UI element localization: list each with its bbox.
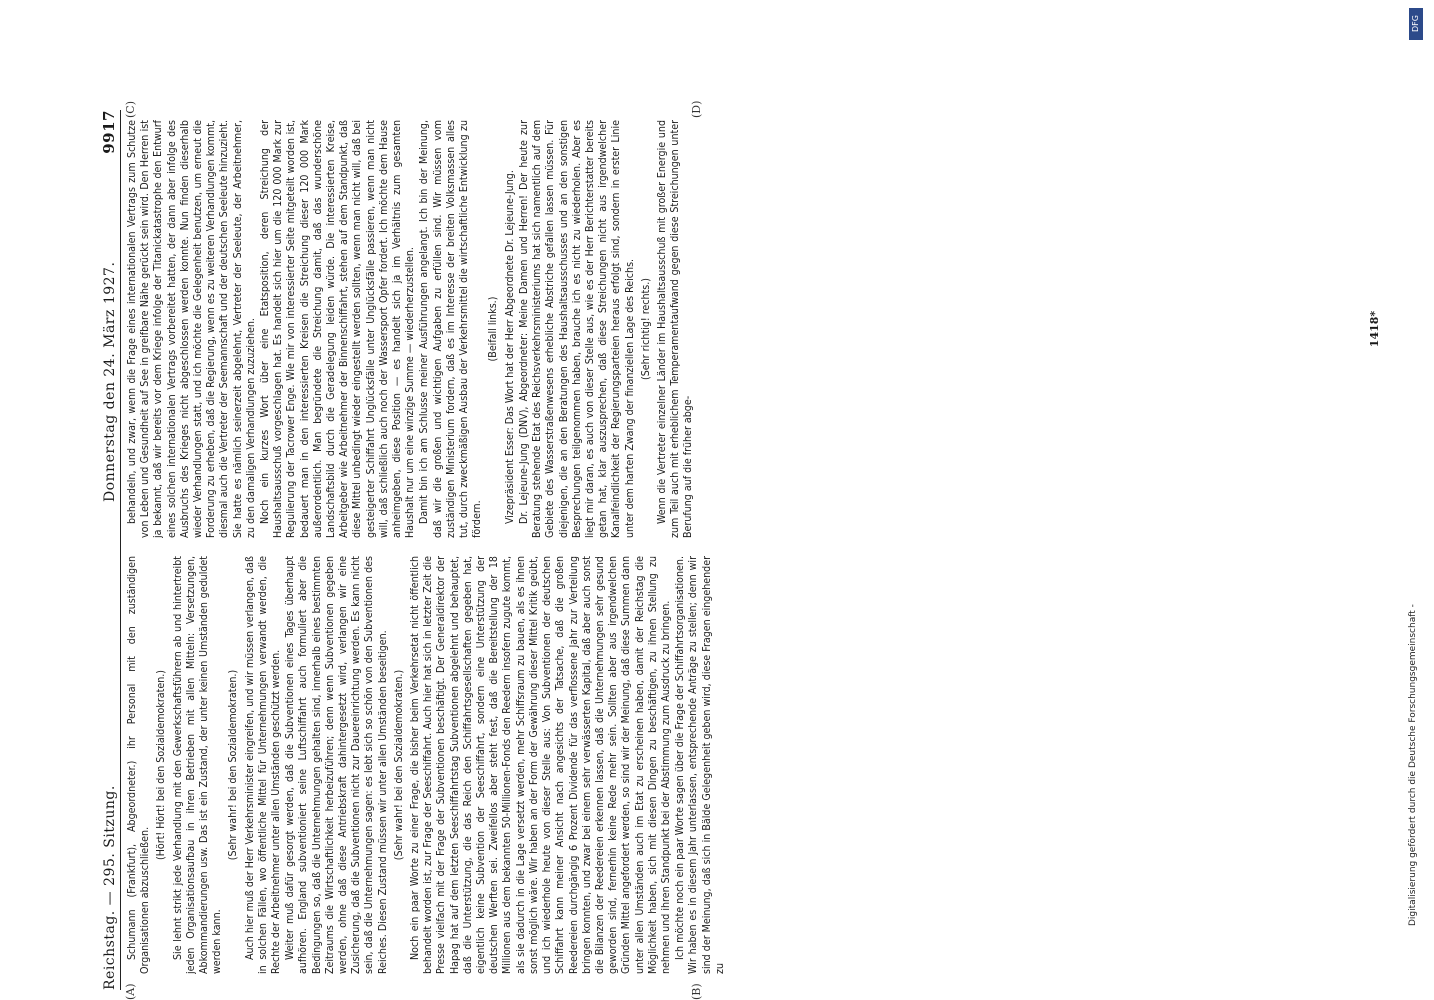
text-column-left [126, 556, 1376, 974]
dfg-logo [1400, 8, 1434, 48]
margin-marker-a: (A) [124, 983, 137, 1000]
interjection: (Hört! Hört! bei den Sozialdemokraten.) [155, 670, 168, 860]
digitization-sidebar [1400, 0, 1434, 1000]
paragraph: Sie lehnt strikt jede Verhandlung mit den Gewerkschaftsführern ab und hintertreibt jeden Organisationsaufbau in ihren Betrieben mit allen Mitteln: Versetzungen, Abkommandierungen usw. Das ist ein Zustand, der unter keinen Umständen geduldet werden kann. [171, 556, 224, 974]
paragraph: behandeln, und zwar, wenn die Frage eines internationalen Vertrags zum Schutze von Leben und Gesundheit auf See in greifbare Nähe gerückt sein wird. Den Herren ist ja bekannt, daß wir bereits vor dem Kriege infolge der Titanickatastrophe den Entwurf eines solchen internationalen Vertrags vorbereitet hatten, der dann aber infolge des Ausbruchs des Krieges nicht abgeschlossen werden konnte. Nun finden dieserhalb wieder Verhandlungen statt, und ich möchte die Gelegenheit benutzen, um erneut die Forderung zu erheben, daß die Regierung, wenn es zu weiteren Verhandlungen kommt, diesmal auch die Vertreter der Seemannschaft und der deutschen Seeleute hinzuzieht. Sie hatte es nämlich seinerzeit abgelehnt, Vertreter der Seeleute, der Arbeitnehmer, zu den damaligen Verhandlungen zuzuziehen. [126, 120, 257, 538]
dfg-logo-text: DFG [1409, 8, 1423, 40]
header-session: Reichstag. — 295. Sitzung. [102, 785, 118, 990]
paragraph: Noch ein kurzes Wort über eine Etatsposition, deren Streichung der Haushaltsausschuß vorgeschlagen hat. Es handelt sich hier um die 120 000 Mark zur Regulierung der Tacrower Enge. Wie mir von interessierter Seite mitgeteilt worden ist, bedauert man in den interessierten Kreisen die Streichung dieser 120 000 Mark außerordentlich. Man begründete die Streichung damit, daß das wunderschöne Landschaftsbild durch die Geradelegung leiden würde. Die interessierten Kreise, Arbeitgeber wie Arbeitnehmer der Binnenschiffahrt, stehen auf dem Standpunkt, daß diese Mittel unbedingt wieder eingestellt werden sollten, wenn man nicht will, daß bei gesteigerter Schiffahrt Unglücksfälle unter Unglücksfälle passieren, wenn man nicht will, daß schließlich auch noch der Wassersport Opfer fordert. Ich möchte dem Hause anheimgeben, diese Position — es handelt sich ja im Verhältnis zum gesamten Haushalt nur um eine winzige Summe — wiederherzustellen. [259, 120, 417, 538]
interjection: (Sehr wahr! bei den Sozialdemokraten.) [227, 669, 240, 861]
paragraph: Damit bin ich am Schlusse meiner Ausführungen angelangt. Ich bin der Meinung, daß wir die großen und wichtigen Aufgaben zu erfüllen sind. Wir müssen vom zuständigen Ministerium fordern, daß es im Interesse der breiten Volksmassen alles tut, durch zweckmäßigen Ausbau der Verkehrsmittel die wirtschaftliche Entwicklung zu fördern. [418, 120, 484, 538]
paragraph: Dr. Lejeune-Jung (DNV), Abgeordneter: Meine Damen und Herren! Der heute zur Beratung stehende Etat des Reichsverkehrsministeriums hat sich namentlich auf dem Gebiete des Wasserstraßenwesens erhebliche Abstriche gefallen lassen müssen. Für diejenigen, die an den Beratungen des Haushaltsausschusses und an den sonstigen Besprechungen teilgenommen haben, brauche ich es nicht zu wiederholen. Aber es liegt mir daran, es auch von dieser Stelle aus, wie es der Herr Berichterstatter bereits getan hat, klar auszusprechen, daß diese Streichungen nicht aus irgendwelcher Kanalfeindlichkeit der Regierungsparteien heraus erfolgt sind, sondern in erster Linie unter dem harten Zwang der finanziellen Lage des Reichs. [517, 120, 636, 538]
paragraph: Noch ein paar Worte zu einer Frage, die bisher beim Verkehrsetat nicht öffentlich behandelt worden ist, zur Frage der Seeschiffahrt. Auch hier hat sich in letzter Zeit die Presse vielfach mit der Frage der Subventionen beschäftigt. Der Generaldirektor der Hapag hat auf dem letzten Seeschiffahrtstag Subventionen abgelehnt und behauptet, daß die Unterstützung, die das Reich den Schiffahrtsgesellschaften gegeben hat, eigentlich keine Subvention der Seeschiffahrt, sondern eine Unterstützung der deutschen Werften sei. Zweifellos aber steht fest, daß die Bereitstellung der 18 Millionen aus dem bekannten 50-Millionen-Fonds den Reedern insofern zugute kommt, als sie dadurch in die Lage versetzt werden, mehr Schiffsraum zu bauen, als es ihnen sonst möglich wäre. Wir haben an der Form der Gewährung dieser Mittel Kritik geübt, und ich wiederhole heute von dieser Stelle aus: Von Subventionen der deutschen Schiffahrt kann meiner Ansicht nach angesichts der Tatsache, daß die großen Reedereien durchgängig 6 Prozent Dividende für das verflossene Jahr zur Verteilung bringen konnten, und zwar bei einem sehr verwässerten Kapital, daß aber auch sonst die Bilanzen der Reedereien erkennen lassen, daß die Unternehmungen sehr gesund geworden sind, fernerhin keine Rede mehr sein. Sollten aber aus irgendwelchen Gründen Mittel angefordert werden, so sind wir der Meinung, daß diese Summen dann unter allen Umständen auch im Etat zu erscheinen haben, damit der Reichstag die Möglichkeit haben, sich mit diesen Dingen zu beschäftigen, zu ihnen Stellung zu nehmen und ihren Standpunkt bei der Abstimmung zum Ausdruck zu bringen. [409, 556, 672, 974]
paragraph: Wenn die Vertreter einzelner Länder im Haushaltsausschuß mit großer Energie und zum Teil auch mit erheblichem Temperamentaufwand gegen diese Streichungen unter Berufung auf die früher abge- [655, 120, 695, 538]
margin-marker-b: (B) [690, 983, 703, 1000]
page-footer-signature: 1418* [1368, 310, 1381, 348]
page-number: 9917 [100, 110, 118, 154]
page-header [90, 110, 118, 990]
interjection: (Sehr richtig! rechts.) [639, 277, 652, 381]
header-rule [120, 110, 121, 990]
paragraph: Auch hier muß der Herr Verkehrsminister eingreifen, und wir müssen verlangen, daß in solchen Fällen, wo öffentliche Mittel für Unternehmungen verwandt werden, die Rechte der Arbeitnehmer unter allen Umständen geschützt werden. [243, 556, 283, 974]
interjection: (Beifall links.) [487, 296, 500, 362]
interjection: (Sehr wahr! bei den Sozialdemokraten.) [392, 669, 405, 861]
paragraph: Ich möchte noch ein paar Worte sagen über die Frage der Schiffahrtsorganisationen. Wir haben es in diesem Jahr unterlassen, entsprechende Anträge zu stellen; denn wir sind der Meinung, daß sich in Bälde Gelegenheit geben wird, diese Fragen eingehender zu [674, 556, 726, 974]
text-column-right [126, 120, 1376, 538]
margin-marker-c: (C) [124, 101, 137, 118]
rotated-document-page [90, 100, 1390, 1000]
paragraph: Weiter muß dafür gesorgt werden, daß die Subventionen eines Tages überhaupt aufhören. England subventioniert seine Luftschiffahrt auch formuliert aber die Bedingungen so, daß die Unternehmungen gehalten sind, innerhalb eines bestimmten Zeitraums die Wirtschaftlichkeit herbeizuführen; denn wenn Subventionen gegeben werden, ohne daß diese Antriebskraft dahintergesetzt wird, verlangen wir eine Zusicherung, daß die Subventionen nicht zur Dauereinrichtung werden. Es kann nicht sein, daß die Unternehmungen sagen: es lebt sich so schön von den Subventionen des Reiches. Diesen Zustand müssen wir unter allen Umständen beseitigen. [284, 556, 389, 974]
digitization-note: Digitalisierung gefördert durch die Deutsche Forschungsgemeinschaft - [1408, 604, 1418, 926]
paragraph: Vizepräsident Esser: Das Wort hat der Herr Abgeordnete Dr. Lejeune-Jung. [503, 170, 516, 524]
margin-marker-d: (D) [690, 100, 703, 118]
paragraph: Schumann (Frankfurt), Abgeordneter.) ihr Personal mit den zuständigen Organisationen abzuschließen. [126, 556, 152, 974]
header-date: Donnerstag den 24. März 1927. [102, 261, 118, 503]
